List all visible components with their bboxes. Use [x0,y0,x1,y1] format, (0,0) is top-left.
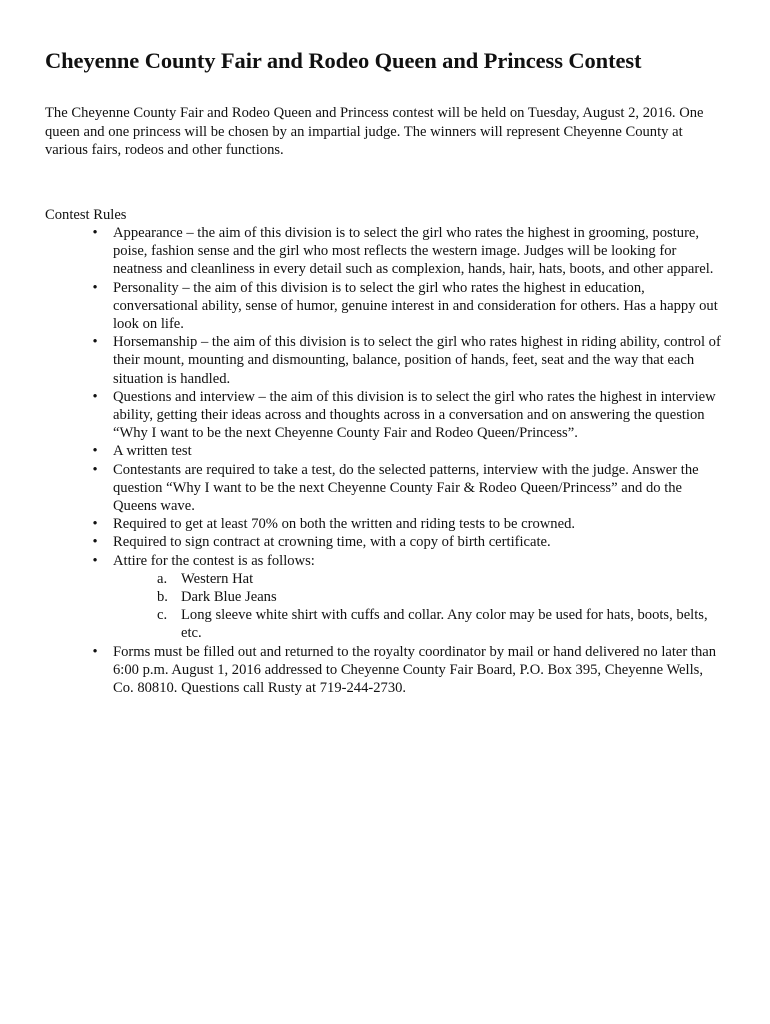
bullet-icon: • [92,443,98,460]
rule-text: Appearance – the aim of this division is to select the girl who rates the highest in grooming, posture, poise, fashion sense and the girl who most reflects the western image. Judges will be looking for neatness and cleanliness in every detail such as complexion, hands, hair, hats, boots, and other apparel. [113,225,714,278]
rules-heading: Contest Rules [45,206,127,223]
rule-contestant-requirements [45,461,725,516]
rule-text: Required to get at least 70% on both the written and riding tests to be crowned. [113,516,576,533]
attire-marker: a. [157,570,168,587]
rule-passing-score [45,515,725,533]
rule-horsemanship [45,333,725,388]
bullet-icon: • [92,643,98,660]
document-title: Cheyenne County Fair and Rodeo Queen and Princess Contest [45,48,642,73]
rule-appearance [45,224,725,279]
attire-item [45,606,725,642]
rule-personality [45,279,725,334]
attire-text: Dark Blue Jeans [181,589,277,606]
rule-questions-interview [45,388,725,443]
attire-marker: b. [157,589,168,606]
attire-text: Western Hat [181,570,254,587]
rule-attire [45,552,725,570]
rules-list [45,224,725,570]
final-rule-list [45,643,725,698]
rule-forms-deadline [45,643,725,698]
rule-text: Horsemanship – the aim of this division is to select the girl who rates highest in riding ability, control of their mount, mounting and dismounting, balance, position of hands, feet, seat and the way that each situation is handled. [113,334,721,387]
rule-written-test [45,442,725,460]
attire-marker: c. [157,607,168,624]
rule-contract [45,533,725,551]
attire-item [45,588,725,606]
bullet-icon: • [92,461,98,478]
rule-text: Required to sign contract at crowning time, with a copy of birth certificate. [113,534,551,551]
bullet-icon: • [92,516,98,533]
bullet-icon: • [92,552,98,569]
rule-text: Questions and interview – the aim of this division is to select the girl who rates the highest in interview ability, getting their ideas across and thoughts across in a conversation and on answering the question “Why I want to be the next Cheyenne County Fair and Rodeo Queen/Princess”. [113,388,716,442]
bullet-icon: • [92,334,98,351]
rule-text: Personality – the aim of this division is to select the girl who rates the highest in education, conversational ability, sense of humor, genuine interest in and consideration for others. Has a happy out look on life. [113,279,718,333]
attire-item [45,570,725,588]
rule-text: Contestants are required to take a test, do the selected patterns, interview with the judge. Answer the question “Why I want to be the next Cheyenne County Fair & Rodeo Queen/Princess” and do the Queens wave. [113,461,699,515]
rule-text: Forms must be filled out and returned to the royalty coordinator by mail or hand delivered no later than 6:00 p.m. August 1, 2016 addressed to Cheyenne County Fair Board, P.O. Box 395, Cheyenne Wells, Co. 80810. Questions call Rusty at 719-244-2730. [113,643,717,697]
rule-text: Attire for the contest is as follows: [113,552,315,569]
bullet-icon: • [92,388,98,405]
intro-paragraph: The Cheyenne County Fair and Rodeo Queen and Princess contest will be held on Tuesday, August 2, 2016. One queen and one princess will be chosen by an impartial judge. The winners will represent Cheyenne County at various fairs, rodeos and other functions. [45,105,704,158]
document-page [45,44,725,697]
bullet-icon: • [92,225,98,241]
attire-list [45,570,725,643]
bullet-icon: • [92,534,98,551]
attire-text: Long sleeve white shirt with cuffs and collar. Any color may be used for hats, boots, belts, etc. [181,607,708,642]
bullet-icon: • [92,279,98,296]
rule-text: A written test [113,443,192,460]
